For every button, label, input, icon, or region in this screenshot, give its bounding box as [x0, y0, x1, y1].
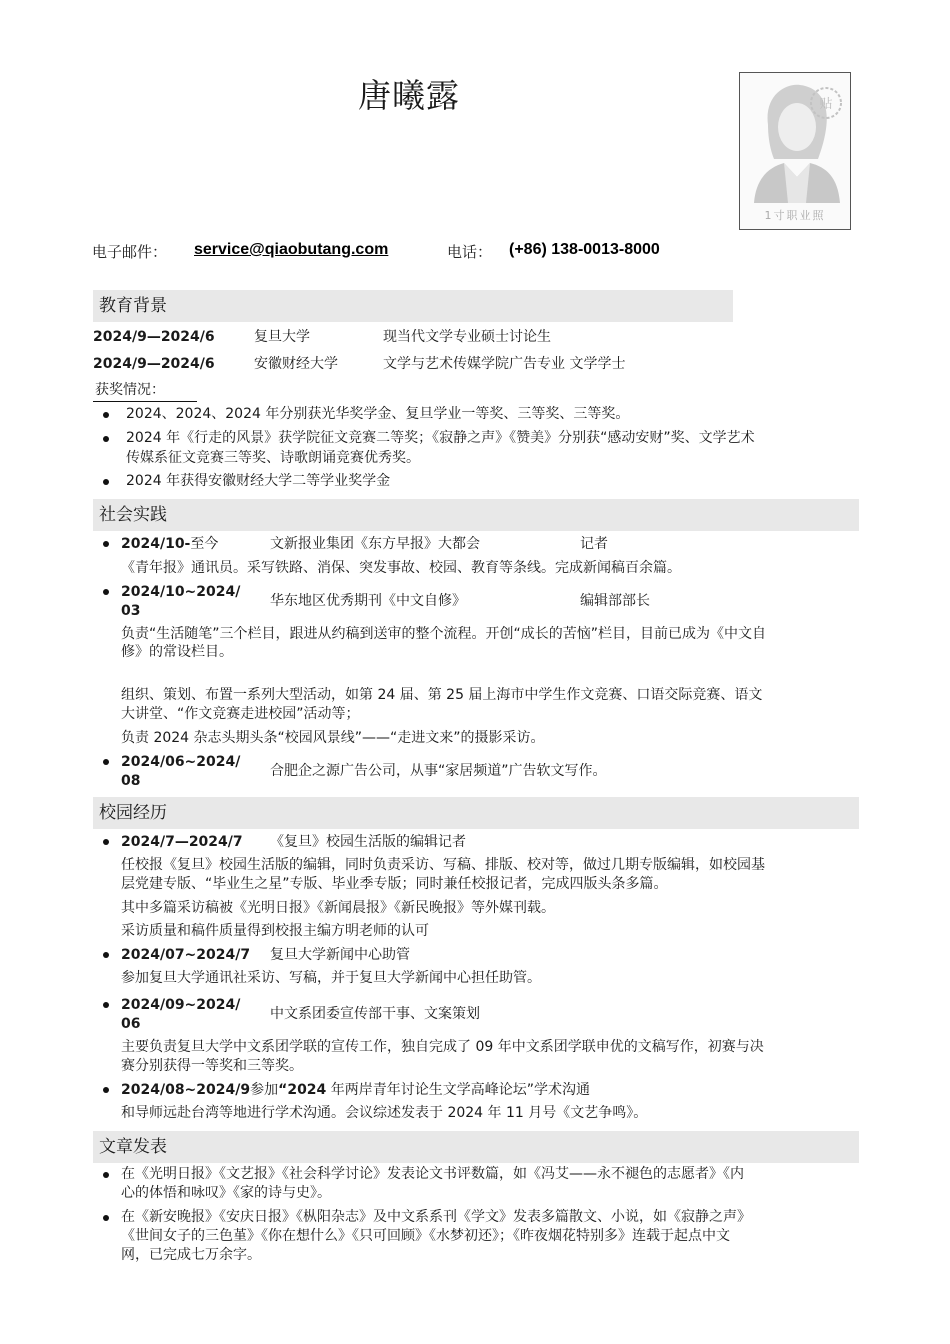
practice-date: 2024/10~2024/	[121, 584, 241, 600]
bullet-icon	[103, 412, 109, 418]
bullet-icon	[103, 839, 109, 845]
edu-date: 2024/9—2024/6	[93, 329, 215, 345]
practice-date-cont: 08	[121, 773, 141, 789]
award-item-cont: 传媒系征文竞赛三等奖、诗歌朗诵竞赛优秀奖。	[126, 450, 420, 466]
section-heading-campus: 校园经历	[93, 797, 859, 829]
campus-entry	[121, 1080, 590, 1100]
edu-school: 安徽财经大学	[254, 356, 338, 372]
bullet-icon	[103, 1002, 109, 1008]
photo-caption: 1寸职业照	[764, 209, 826, 222]
practice-date-start: 2024/10-	[121, 536, 191, 552]
practice-org: 合肥企之源广告公司，从事“家居频道”广告软文写作。	[270, 763, 607, 779]
practice-desc: 《青年报》通讯员。采写铁路、消保、突发事故、校园、教育等条线。完成新闻稿百余篇。	[121, 560, 681, 576]
bullet-icon	[103, 1172, 109, 1178]
edu-date: 2024/9—2024/6	[93, 356, 215, 372]
section-heading-education: 教育背景	[93, 290, 733, 322]
section-heading-practice: 社会实践	[93, 499, 859, 531]
campus-date-cont: 06	[121, 1016, 141, 1032]
campus-text-bold: “2024	[278, 1082, 327, 1098]
campus-role: 《复旦》校园生活版的编辑记者	[270, 834, 466, 850]
campus-date: 2024/08~2024/9	[121, 1082, 251, 1098]
campus-text-post: 年两岸青年讨论生文学高峰论坛”学术沟通	[326, 1082, 590, 1098]
awards-underline	[93, 401, 197, 402]
campus-desc: 参加复旦大学通讯社采访、写稿，并于复旦大学新闻中心担任助管。	[121, 970, 541, 986]
practice-org: 华东地区优秀期刊《中文自修》	[270, 593, 466, 609]
campus-date: 2024/7—2024/7	[121, 834, 243, 850]
campus-desc: 层党建专版、“毕业生之星”专版、毕业季专版；同时兼任校报记者，完成四版头条多篇。	[121, 876, 668, 892]
practice-desc: 负责 2024 杂志头期头条“校园风景线”——“走进文来”的摄影采访。	[121, 730, 545, 746]
section-heading-articles: 文章发表	[93, 1131, 859, 1163]
practice-date	[121, 534, 218, 554]
campus-role: 中文系团委宣传部干事、文案策划	[270, 1006, 480, 1022]
practice-desc: 修》的常设栏目。	[121, 644, 233, 660]
campus-text-pre: 参加	[250, 1082, 279, 1098]
edu-major: 文学与艺术传媒学院广告专业 文学学士	[383, 356, 626, 372]
candidate-name: 唐曦露	[358, 76, 460, 115]
campus-role: 复旦大学新闻中心助管	[270, 947, 410, 963]
bullet-icon	[103, 1087, 109, 1093]
bullet-icon	[103, 541, 109, 547]
practice-role: 记者	[580, 536, 608, 552]
bullet-icon	[103, 952, 109, 958]
bullet-icon	[103, 759, 109, 765]
award-item: 2024、2024、2024 年分别获光华奖学金、复旦学业一等奖、三等奖、三等奖。	[126, 406, 630, 422]
bullet-icon	[103, 1215, 109, 1221]
profile-photo	[739, 72, 851, 230]
award-item: 2024 年获得安徽财经大学二等学业奖学金	[126, 473, 391, 489]
practice-date-end: 至今	[190, 536, 219, 552]
campus-desc: 其中多篇采访稿被《光明日报》《新闻晨报》《新民晚报》等外媒刊载。	[121, 900, 555, 916]
campus-desc: 主要负责复旦大学中文系团学联的宣传工作，独自完成了 09 年中文系团学联申优的文稿写作，初赛与决	[121, 1039, 764, 1055]
campus-desc: 采访质量和稿件质量得到校报主编方明老师的认可	[121, 923, 429, 939]
campus-date: 2024/07~2024/7	[121, 947, 251, 963]
article-item-cont: 网，已完成七万余字。	[121, 1247, 261, 1263]
article-item: 在《光明日报》《文艺报》《社会科学讨论》发表论文书评数篇，如《冯艾——永不褪色的志愿者》《内	[121, 1166, 744, 1182]
phone-label: 电话：	[447, 243, 493, 261]
email-label: 电子邮件：	[92, 243, 168, 261]
article-item-cont: 心的体悟和咏叹》《家的诗与史》。	[121, 1185, 331, 1201]
article-item-cont: 《世间女子的三色堇》《你在想什么》《只可回顾》《水梦初还》；《昨夜烟花特别多》连载于起点中文	[121, 1228, 730, 1244]
article-item: 在《新安晚报》《安庆日报》《枞阳杂志》及中文系系刊《学文》发表多篇散文、小说，如《寂静之声》	[121, 1209, 751, 1225]
award-item: 2024 年《行走的风景》获学院征文竞赛二等奖；《寂静之声》《赞美》分别获“感动安财”奖、文学艺术	[126, 430, 755, 446]
awards-label: 获奖情况：	[95, 382, 165, 398]
campus-desc: 任校报《复旦》校园生活版的编辑，同时负责采访、写稿、排版、校对等，做过几期专版编辑，如校园基	[121, 857, 765, 873]
edu-major: 现当代文学专业硕士讨论生	[383, 329, 551, 345]
phone-number: (+86) 138-0013-8000	[509, 241, 660, 258]
practice-date-cont: 03	[121, 603, 141, 619]
practice-desc: 负责“生活随笔”三个栏目，跟进从约稿到送审的整个流程。开创“成长的苦恼”栏目，目前已成为《中文自	[121, 626, 767, 642]
campus-desc: 赛分别获得一等奖和三等奖。	[121, 1058, 303, 1074]
campus-desc: 和导师远赴台湾等地进行学术沟通。会议综述发表于 2024 年 11 月号《文艺争鸣》。	[121, 1105, 648, 1121]
campus-date: 2024/09~2024/	[121, 997, 241, 1013]
bullet-icon	[103, 436, 109, 442]
practice-desc: 大讲堂、“作文竞赛走进校园”活动等；	[121, 706, 360, 722]
svg-text:贴: 贴	[819, 97, 833, 112]
practice-date: 2024/06~2024/	[121, 754, 241, 770]
practice-desc: 组织、策划、布置一系列大型活动，如第 24 届、第 25 届上海市中学生作文竞赛、口语交际竞赛、语文	[121, 687, 763, 703]
practice-role: 编辑部部长	[580, 593, 650, 609]
edu-school: 复旦大学	[254, 329, 310, 345]
bullet-icon	[103, 479, 109, 485]
bullet-icon	[103, 589, 109, 595]
email-link[interactable]: service@qiaobutang.com	[194, 241, 389, 258]
practice-org: 文新报业集团《东方早报》大都会	[270, 536, 480, 552]
